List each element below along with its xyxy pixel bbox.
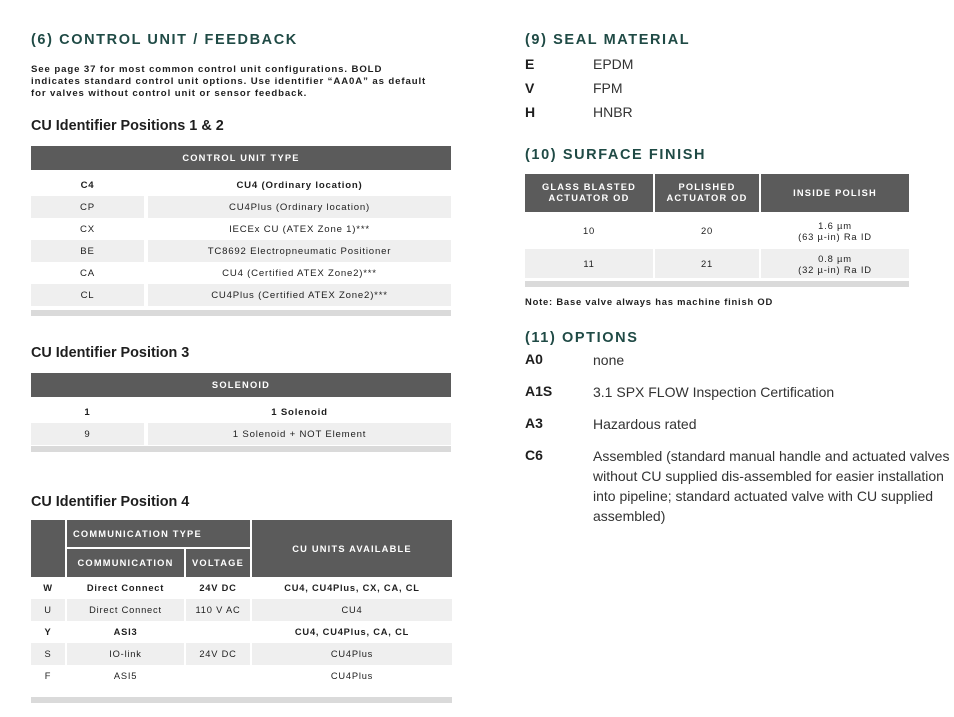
surface-finish-note: Note: Base valve always has machine finish OD (525, 296, 774, 307)
row-inside-polish (760, 249, 909, 278)
inside-polish-unit: (63 µ-in) Ra ID (798, 230, 872, 242)
row-glass: 10 (525, 216, 654, 245)
row-communication: ASI5 (66, 665, 185, 687)
cu3-table-footer (31, 446, 451, 452)
section-11-heading: (11) OPTIONS (525, 330, 639, 346)
row-voltage: 110 V AC (185, 599, 251, 621)
row-voltage (185, 621, 251, 643)
cu4-header-voltage: VOLTAGE (185, 548, 251, 577)
inside-polish-value: 0.8 µm (818, 252, 852, 264)
seal-material-list (525, 56, 945, 126)
cu4-header-units: CU UNITS AVAILABLE (251, 520, 452, 577)
table-row (31, 196, 451, 218)
sf-header-inside: INSIDE POLISH (760, 174, 909, 212)
row-voltage (185, 665, 251, 687)
option-code: A3 (525, 415, 543, 431)
row-code: BE (31, 240, 146, 262)
option-label: Assembled (standard manual handle and actuated valves without CU supplied dis-assembled for easier installation into pipeline; standard actuated valve with CU supplied assembled) (593, 448, 950, 524)
seal-code: E (525, 56, 535, 72)
section-10-heading: (10) SURFACE FINISH (525, 147, 707, 163)
cu4-header-group: COMMUNICATION TYPE (66, 520, 251, 548)
cu12-table-footer (31, 310, 451, 316)
table-row (31, 284, 451, 306)
table-row (31, 401, 451, 423)
option-code: A0 (525, 351, 543, 367)
table-row (31, 423, 451, 445)
table-row (31, 174, 451, 196)
section-9-heading: (9) SEAL MATERIAL (525, 32, 691, 48)
seal-label: FPM (593, 80, 623, 96)
row-code: Y (31, 621, 66, 643)
inside-polish-unit: (32 µ-in) Ra ID (798, 263, 872, 275)
row-description: 1 Solenoid + NOT Element (146, 423, 451, 445)
table-row (31, 218, 451, 240)
row-voltage: 24V DC (185, 577, 251, 599)
row-code: C4 (31, 174, 146, 196)
option-label: 3.1 SPX FLOW Inspection Certification (593, 384, 835, 400)
row-description: IECEx CU (ATEX Zone 1)*** (146, 218, 451, 240)
table-row (31, 643, 452, 665)
seal-item (525, 80, 945, 100)
row-description: CU4Plus (Ordinary location) (146, 196, 451, 218)
inside-polish-value: 1.6 µm (818, 219, 852, 231)
cu3-table (31, 373, 451, 445)
cu12-title: CU Identifier Positions 1 & 2 (31, 118, 224, 134)
option-code: A1S (525, 383, 553, 399)
row-code: F (31, 665, 66, 687)
row-code: CA (31, 262, 146, 284)
row-communication: ASI3 (66, 621, 185, 643)
row-description: CU4 (Certified ATEX Zone2)*** (146, 262, 451, 284)
section-6-intro: See page 37 for most common control unit configurations. BOLD indicates standard control unit options. Use identifier “AA0A” as default for valves without control unit or sensor feedback. (31, 64, 427, 99)
row-description: 1 Solenoid (146, 401, 451, 423)
table-row (31, 262, 451, 284)
row-units: CU4Plus (251, 643, 452, 665)
table-row (31, 621, 452, 643)
row-code: W (31, 577, 66, 599)
row-units: CU4Plus (251, 665, 452, 687)
seal-label: EPDM (593, 56, 634, 72)
row-communication: Direct Connect (66, 577, 185, 599)
row-voltage: 24V DC (185, 643, 251, 665)
section-6-heading: (6) CONTROL UNIT / FEEDBACK (31, 32, 298, 48)
surface-finish-table (525, 174, 909, 278)
cu3-title: CU Identifier Position 3 (31, 345, 190, 361)
cu4-table (31, 520, 452, 687)
row-inside-polish (760, 216, 909, 245)
seal-item (525, 56, 945, 76)
cu3-header: SOLENOID (31, 373, 451, 397)
row-code: 9 (31, 423, 146, 445)
row-communication: Direct Connect (66, 599, 185, 621)
sf-header-polished: POLISHED ACTUATOR OD (654, 174, 760, 212)
row-units: CU4, CU4Plus, CX, CA, CL (251, 577, 452, 599)
row-units: CU4, CU4Plus, CA, CL (251, 621, 452, 643)
row-polished: 20 (654, 216, 760, 245)
row-code: CL (31, 284, 146, 306)
seal-label: HNBR (593, 104, 633, 120)
cu4-table-footer (31, 697, 452, 703)
seal-code: H (525, 104, 536, 120)
row-code: S (31, 643, 66, 665)
option-label: Hazardous rated (593, 416, 697, 432)
cu4-title: CU Identifier Position 4 (31, 494, 190, 510)
row-communication: IO-link (66, 643, 185, 665)
seal-item (525, 104, 945, 124)
row-description: CU4Plus (Certified ATEX Zone2)*** (146, 284, 451, 306)
cu12-table (31, 146, 451, 306)
cu12-header: CONTROL UNIT TYPE (31, 146, 451, 170)
table-row (31, 599, 452, 621)
options-list (525, 350, 950, 550)
table-row (31, 577, 452, 599)
option-code: C6 (525, 447, 543, 463)
cu4-header-communication: COMMUNICATION (66, 548, 185, 577)
sf-table-footer (525, 281, 909, 287)
row-description: CU4 (Ordinary location) (146, 174, 451, 196)
row-code: CP (31, 196, 146, 218)
row-glass: 11 (525, 249, 654, 278)
table-row (525, 249, 909, 278)
table-row (525, 216, 909, 245)
table-row (31, 665, 452, 687)
row-polished: 21 (654, 249, 760, 278)
row-code: CX (31, 218, 146, 240)
seal-code: V (525, 80, 535, 96)
sf-header-glass: GLASS BLASTED ACTUATOR OD (525, 174, 654, 212)
table-row (31, 240, 451, 262)
row-units: CU4 (251, 599, 452, 621)
option-label: none (593, 352, 625, 368)
row-code: 1 (31, 401, 146, 423)
row-description: TC8692 Electropneumatic Positioner (146, 240, 451, 262)
row-code: U (31, 599, 66, 621)
